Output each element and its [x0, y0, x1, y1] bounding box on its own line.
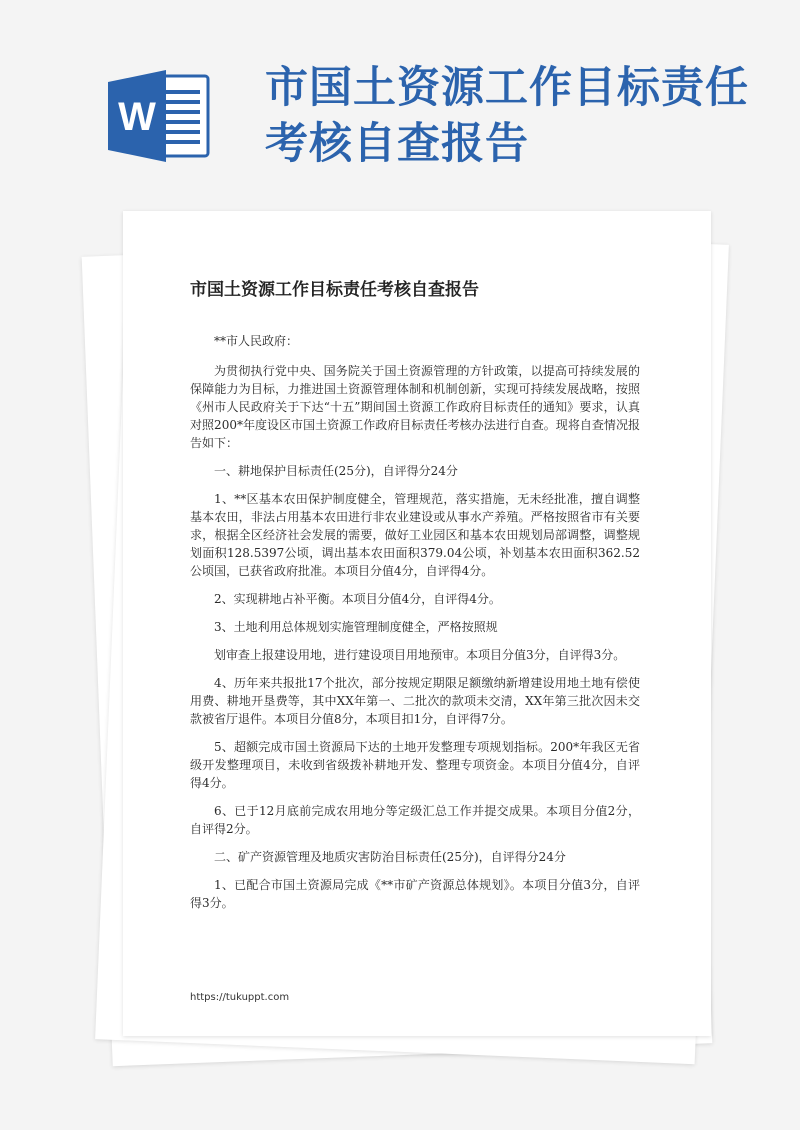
paragraph: 2、实现耕地占补平衡。本项目分值4分，自评得4分。 — [214, 592, 501, 606]
paragraph: 1、**区基本农田保护制度健全，管理规范，落实措施，无未经批准，擅自调整基本农田，非法占用基本农田进行非农业建设或从事水产养殖。严格按照省市有关要求，根据全区经济社会发展的需要，做好工业园区和基本农田规划局部调整，调整规划面积128.5397公顷，调出基本农田面积379.04公顷，补划基本农田面积362.52公顷国，已获省政府批准。本项目分值4分，自评得4分。 — [190, 492, 640, 578]
banner-title: 市国土资源工作目标责任考核自查报告 — [265, 63, 749, 169]
footer-url: https://tukuppt.com — [190, 992, 290, 1003]
paragraph: 为贯彻执行党中央、国务院关于国土资源管理的方针政策，以提高可持续发展的保障能力为目标，力推进国土资源管理体制和机制创新，实现可持续发展战略，按照《州市人民政府关于下达“十五”期间国土资源工作政府目标责任的通知》要求，认真对照200*年度设区市国土资源工作政府目标责任考核办法进行自查。现将自查情况报告如下： — [190, 364, 640, 450]
salutation: **市人民政府： — [214, 334, 299, 348]
section-heading: 二、矿产资源管理及地质灾害防治目标责任(25分)，自评得分24分 — [214, 850, 566, 864]
paragraph: 1、已配合市国土资源局完成《**市矿产资源总体规划》。本项目分值3分，自评得3分。 — [190, 878, 640, 910]
word-logo-letter: W — [118, 95, 156, 139]
paragraph: 5、超额完成市国土资源局下达的土地开发整理专项规划指标。200*年我区无省级开发整理项目，未收到省级拨补耕地开发、整理专项资金。本项目分值4分，自评得4分。 — [190, 740, 640, 790]
section-heading: 一、耕地保护目标责任(25分)，自评得分24分 — [214, 464, 458, 478]
paragraph: 划审查上报建设用地，进行建设项目用地预审。本项目分值3分，自评得3分。 — [214, 648, 626, 662]
word-document-icon — [108, 70, 213, 162]
document-title: 市国土资源工作目标责任考核自查报告 — [190, 280, 479, 300]
paragraph: 6、已于12月底前完成农用地分等定级汇总工作并提交成果。本项目分值2分，自评得2分。 — [190, 804, 640, 836]
document-body — [190, 275, 640, 922]
paragraph: 3、土地利用总体规划实施管理制度健全，严格按照规 — [214, 620, 498, 634]
paragraph: 4、历年来共报批17个批次，部分按规定期限足额缴纳新增建设用地土地有偿使用费、耕地开垦费等，其中XX年第一、二批次的款项未交清，XX年第三批次因未交款被省厅退件。本项目分值8分，本项目扣1分，自评得7分。 — [190, 676, 640, 726]
